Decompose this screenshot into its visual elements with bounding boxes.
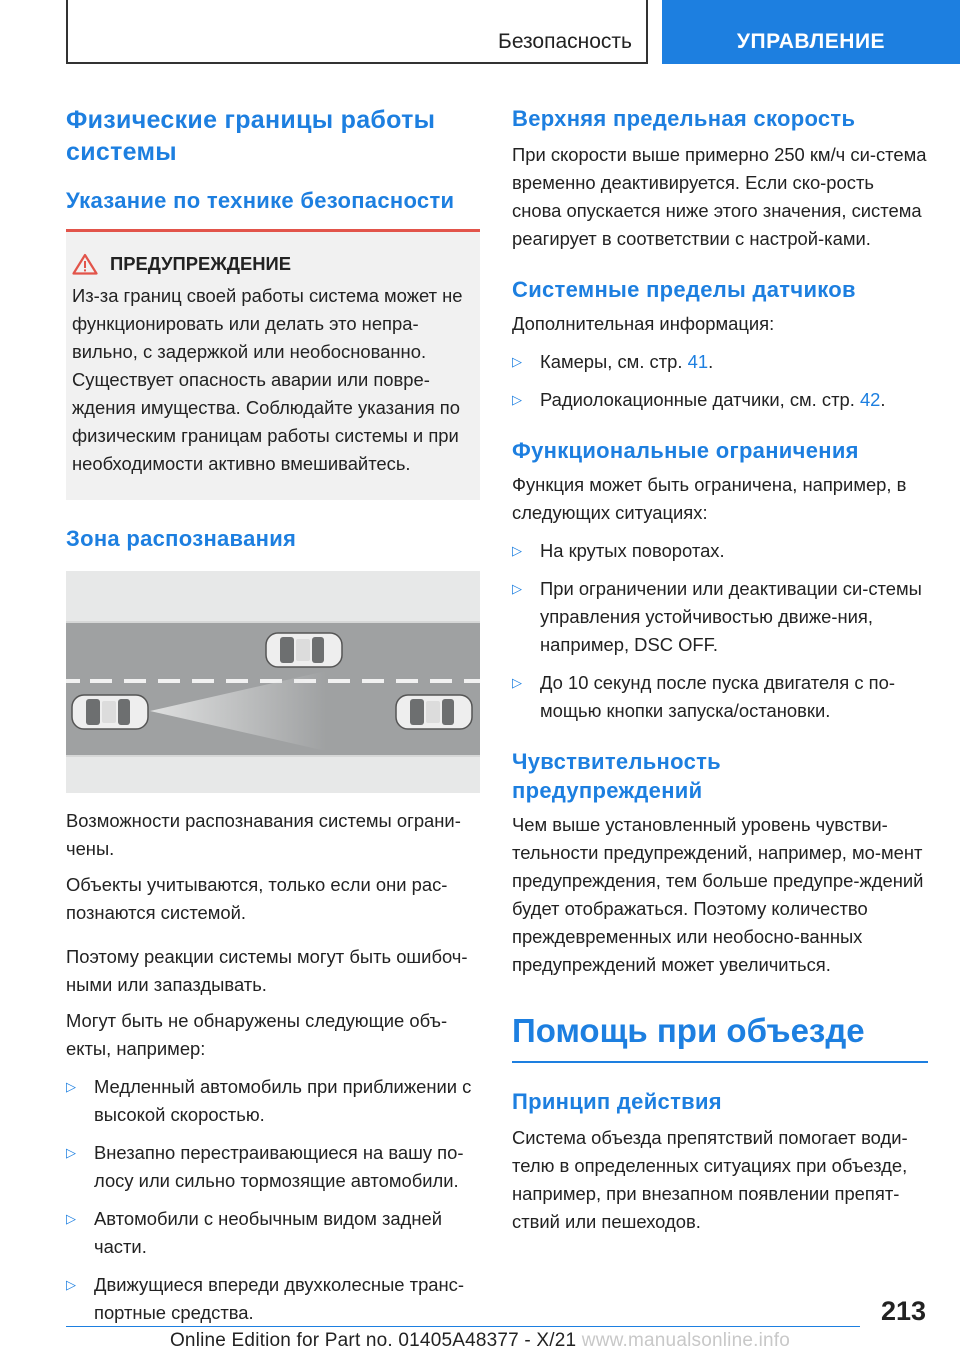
zone-paragraph-3: Поэтому реакции системы могут быть ошибоч-ными или запаздывать. (66, 946, 468, 995)
footer-edition: Online Edition for Part no. 01405A48377 - X/21 (169, 1330, 577, 1351)
sensors-list (512, 348, 928, 414)
bullet-triangle-icon: ▷ (66, 1079, 76, 1094)
warning-box (66, 232, 480, 500)
list-item: ▷ Внезапно перестраивающиеся на вашу по-лосу или сильно тормозящие автомобили. (66, 1139, 480, 1195)
sensors-heading: Системные пределы датчиков (512, 277, 856, 302)
zone-heading: Зона распознавания (66, 526, 297, 551)
page-number: 213 (880, 1296, 926, 1326)
func-heading: Функциональные ограничения (512, 438, 859, 463)
page-link-cameras[interactable]: 41 (687, 351, 709, 372)
list-item: ▷ Радиолокационные датчики, см. стр. 42. (512, 386, 928, 414)
list-item: ▷ Медленный автомобиль при приближении с высокой скоростью. (66, 1073, 480, 1129)
footer (0, 1330, 960, 1352)
car-ahead (266, 633, 342, 667)
list-item: ▷ Автомобили с необычным видом задней части. (66, 1205, 480, 1261)
undetected-objects-list (66, 1073, 480, 1327)
bullet-triangle-icon: ▷ (512, 543, 522, 558)
section-title: Безопасность (498, 30, 632, 53)
header-chapter-tab (662, 0, 960, 64)
footer-rule (66, 1326, 860, 1327)
func-list (512, 537, 928, 725)
safety-note-heading: Указание по технике безопасности (66, 188, 455, 213)
footer-site[interactable]: www.manualsonline.info (581, 1330, 791, 1351)
zone-paragraph-1: Возможности распознавания системы ограни-чены. (66, 810, 461, 859)
page-link-radar[interactable]: 42 (859, 389, 881, 410)
main-heading: Помощь при объезде (512, 1012, 865, 1049)
zone-paragraph-2: Объекты учитываются, только если они рас-познаются системой. (66, 874, 448, 923)
sensors-intro: Дополнительная информация: (512, 313, 775, 334)
list-item: ▷ До 10 секунд после пуска двигателя с по-мощью кнопки запуска/остановки. (512, 669, 928, 725)
bullet-triangle-icon: ▷ (66, 1211, 76, 1226)
list-item: ▷ При ограничении или деактивации си-стемы управления устойчивостью движе-ния, например, DSC OFF. (512, 575, 928, 659)
bullet-triangle-icon: ▷ (66, 1277, 76, 1292)
main-heading-rule (512, 1061, 928, 1063)
sensitivity-text: Чем выше установленный уровень чувстви-тельности предупреждений, например, мо-мент предупреждения, тем больше предупре-ждений будет отображаться. Поэтому количество преждевременных или необосно-ванных предупреждений может увеличиться. (512, 814, 924, 975)
list-item: ▷ Движущиеся впереди двухколесные транс-портные средства. (66, 1271, 480, 1327)
speed-heading: Верхняя предельная скорость (512, 106, 856, 131)
principle-heading: Принцип действия (512, 1089, 722, 1114)
principle-text: Система объезда препятствий помогает води-телю в определенных ситуациях при объезде, например, при внезапном появлении препят-ствий или пешеходов. (512, 1127, 908, 1232)
header-section-tab (66, 0, 648, 64)
bullet-triangle-icon: ▷ (512, 675, 522, 690)
left-column (66, 98, 480, 1327)
warning-title (72, 250, 472, 278)
warning-text: Из-за границ своей работы система может не функционировать или делать это непра-вильно, с задержкой или необоснованно. Существует опасность аварии или повре-ждения имущества. Соблюдайте указания по физическим границам работы системы и при необходимости активно вмешивайтесь. (72, 285, 463, 474)
recognition-zone-figure (66, 571, 480, 793)
warning-triangle-icon (72, 253, 98, 275)
bullet-triangle-icon: ▷ (512, 354, 522, 369)
bullet-triangle-icon: ▷ (66, 1145, 76, 1160)
section-heading-limits: Физические границы работы системы (66, 106, 436, 166)
sensitivity-heading: Чувствительность предупреждений (512, 749, 722, 803)
func-intro: Функция может быть ограничена, например, в следующих ситуациях: (512, 474, 907, 523)
zone-paragraph-4: Могут быть не обнаружены следующие объ-екты, например: (66, 1010, 448, 1059)
list-item: ▷ Камеры, см. стр. 41. (512, 348, 928, 376)
warning-label: ПРЕДУПРЕЖДЕНИЕ (110, 253, 292, 274)
bullet-triangle-icon: ▷ (512, 581, 522, 596)
lane-divider (66, 679, 480, 683)
car-far-ahead (396, 695, 472, 729)
bullet-triangle-icon: ▷ (512, 392, 522, 407)
right-column (512, 98, 928, 1236)
list-item: ▷ На крутых поворотах. (512, 537, 928, 565)
speed-text: При скорости выше примерно 250 км/ч си-стема временно деактивируется. Если ско-рость снова опускается ниже этого значения, система реагирует в соответствии с настрой-ками. (512, 144, 927, 249)
chapter-title: УПРАВЛЕНИЕ (736, 30, 886, 53)
own-car (72, 695, 148, 729)
road-illustration (66, 571, 480, 793)
